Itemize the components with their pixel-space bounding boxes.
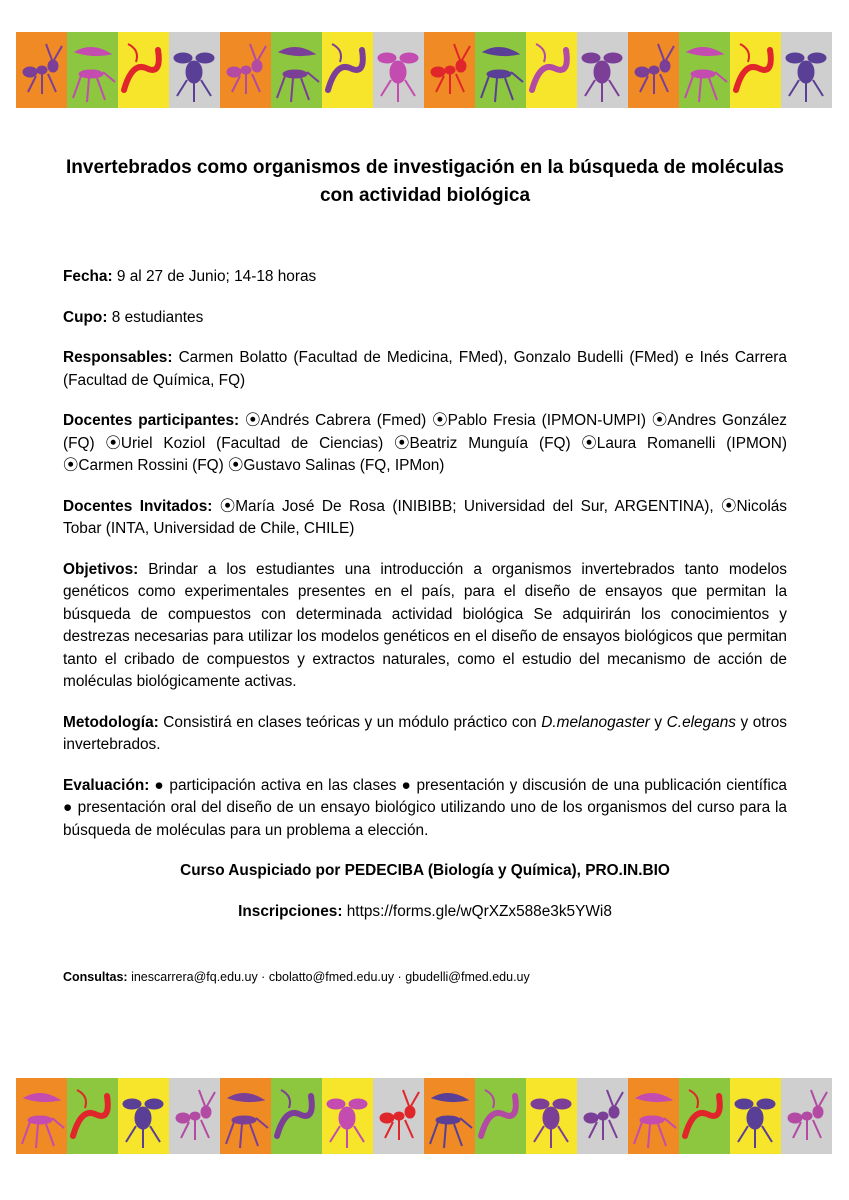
- banner-tile: [679, 1078, 730, 1154]
- objetivos-value: Brindar a los estudiantes una introducción a organismos invertebrados tanto modelos genéticos como experimentales presentes en el país, para el diseño de ensayos que permitan la búsqueda de compuestos con determinada actividad biológica Se adquirirán los conocimientos y destrezas necesarias para utilizar los modelos genéticos en el diseño de ensayos biológicos que permitan tanto el cribado de compuestos y extractos naturales, como el estudio del mecanismo de acción de moléculas biológicamente activas.: [63, 560, 787, 690]
- fecha-line: [63, 266, 787, 289]
- cupo-value: 8 estudiantes: [107, 308, 204, 326]
- insect-icon: [67, 32, 118, 108]
- bottom-insect-banner: [16, 1078, 832, 1154]
- banner-tile: [16, 1078, 67, 1154]
- banner-tile: [67, 32, 118, 108]
- insect-icon: [679, 32, 730, 108]
- evaluacion-label: Evaluación:: [63, 776, 150, 794]
- insect-icon: [322, 32, 373, 108]
- banner-tile: [628, 32, 679, 108]
- insect-icon: [628, 32, 679, 108]
- docentes-invitados-value: ⦿María José De Rosa (INIBIBB; Universidad del Sur, ARGENTINA), ⦿Nicolás Tobar (INTA, Universidad de Chile, CHILE): [63, 497, 787, 537]
- metodologia-species-1: D.melanogaster: [541, 713, 650, 731]
- banner-tile: [169, 32, 220, 108]
- evaluacion-line: [63, 775, 787, 843]
- insect-icon: [271, 1078, 322, 1154]
- responsables-value: Carmen Bolatto (Facultad de Medicina, FMed), Gonzalo Budelli (FMed) e Inés Carrera (Facultad de Química, FQ): [63, 349, 787, 389]
- insect-icon: [577, 1078, 628, 1154]
- banner-tile: [322, 1078, 373, 1154]
- banner-tile: [169, 1078, 220, 1154]
- banner-tile: [679, 32, 730, 108]
- insect-icon: [730, 1078, 781, 1154]
- banner-tile: [271, 32, 322, 108]
- consultas-line: [63, 968, 530, 986]
- banner-tile: [781, 32, 832, 108]
- insect-icon: [781, 1078, 832, 1154]
- cupo-label: Cupo:: [63, 308, 108, 326]
- insect-icon: [373, 32, 424, 108]
- insect-icon: [781, 32, 832, 108]
- docentes-invitados-label: Docentes Invitados:: [63, 497, 213, 515]
- insect-icon: [220, 1078, 271, 1154]
- banner-tile: [526, 32, 577, 108]
- insect-icon: [679, 1078, 730, 1154]
- metodologia-line: [63, 712, 787, 757]
- banner-tile: [526, 1078, 577, 1154]
- banner-tile: [730, 32, 781, 108]
- document-title: Invertebrados como organismos de investigación en la búsqueda de moléculas con actividad biológica: [66, 157, 784, 206]
- inscripciones-label: Inscripciones:: [238, 902, 343, 920]
- metodologia-species-2: C.elegans: [666, 713, 736, 731]
- banner-tile: [322, 32, 373, 108]
- banner-tile: [628, 1078, 679, 1154]
- banner-tile: [730, 1078, 781, 1154]
- banner-tile: [373, 1078, 424, 1154]
- banner-tile: [16, 32, 67, 108]
- banner-tile: [475, 1078, 526, 1154]
- responsables-label: Responsables:: [63, 349, 173, 366]
- consultas-label: Consultas:: [63, 970, 128, 984]
- inscripciones-line: [63, 901, 787, 924]
- insect-icon: [526, 32, 577, 108]
- insect-icon: [118, 32, 169, 108]
- banner-tile: [271, 1078, 322, 1154]
- insect-icon: [424, 1078, 475, 1154]
- banner-tile: [424, 32, 475, 108]
- insect-icon: [169, 32, 220, 108]
- banner-tile: [577, 32, 628, 108]
- banner-tile: [118, 32, 169, 108]
- docentes-participantes-line: [63, 410, 787, 478]
- insect-icon: [169, 1078, 220, 1154]
- auspicio-line: Curso Auspiciado por PEDECIBA (Biología y Química), PRO.IN.BIO: [180, 862, 670, 879]
- metodologia-text-3: y otros invertebrados.: [63, 713, 787, 753]
- objetivos-label: Objetivos:: [63, 560, 139, 578]
- metodologia-text-2: y: [649, 713, 667, 731]
- insect-icon: [16, 1078, 67, 1154]
- metodologia-text-1: Consistirá en clases teóricas y un módulo práctico con: [158, 713, 542, 731]
- insect-icon: [16, 32, 67, 108]
- banner-tile: [781, 1078, 832, 1154]
- insect-icon: [373, 1078, 424, 1154]
- banner-tile: [220, 1078, 271, 1154]
- course-details: [63, 266, 787, 941]
- insect-icon: [271, 32, 322, 108]
- insect-icon: [628, 1078, 679, 1154]
- banner-tile: [67, 1078, 118, 1154]
- banner-tile: [475, 32, 526, 108]
- metodologia-label: Metodología:: [63, 713, 159, 731]
- insect-icon: [475, 1078, 526, 1154]
- banner-tile: [220, 32, 271, 108]
- insect-icon: [118, 1078, 169, 1154]
- docentes-participantes-value: ⦿Andrés Cabrera (Fmed) ⦿Pablo Fresia (IPMON-UMPI) ⦿Andres González (FQ) ⦿Uriel Koziol (Facultad de Ciencias) ⦿Beatriz Munguía (FQ) ⦿Laura Romanelli (IPMON) ⦿Carmen Rossini (FQ) ⦿Gustavo Salinas (FQ, IPMon): [63, 412, 787, 474]
- docentes-participantes-label: Docentes participantes:: [63, 412, 240, 429]
- insect-icon: [730, 32, 781, 108]
- responsables-line: [63, 347, 787, 392]
- docentes-invitados-line: [63, 496, 787, 541]
- insect-icon: [424, 32, 475, 108]
- insect-icon: [475, 32, 526, 108]
- insect-icon: [322, 1078, 373, 1154]
- insect-icon: [67, 1078, 118, 1154]
- banner-tile: [424, 1078, 475, 1154]
- cupo-line: [63, 307, 787, 330]
- objetivos-line: [63, 559, 787, 694]
- top-insect-banner: [16, 32, 832, 108]
- evaluacion-value: ● participación activa en las clases ● presentación y discusión de una publicación científica ● presentación oral del diseño de un ensayo biológico utilizando uno de los organismos del curso para la búsqueda de moléculas para un problema a elección.: [63, 776, 787, 839]
- inscripciones-link[interactable]: https://forms.gle/wQrXZx588e3k5YWi8: [342, 902, 612, 920]
- banner-tile: [577, 1078, 628, 1154]
- banner-tile: [118, 1078, 169, 1154]
- banner-tile: [373, 32, 424, 108]
- fecha-label: Fecha:: [63, 268, 113, 285]
- insect-icon: [577, 32, 628, 108]
- insect-icon: [526, 1078, 577, 1154]
- insect-icon: [220, 32, 271, 108]
- fecha-value: 9 al 27 de Junio; 14-18 horas: [112, 268, 317, 285]
- consultas-emails: inescarrera@fq.edu.uy · cbolatto@fmed.edu.uy · gbudelli@fmed.edu.uy: [127, 970, 530, 984]
